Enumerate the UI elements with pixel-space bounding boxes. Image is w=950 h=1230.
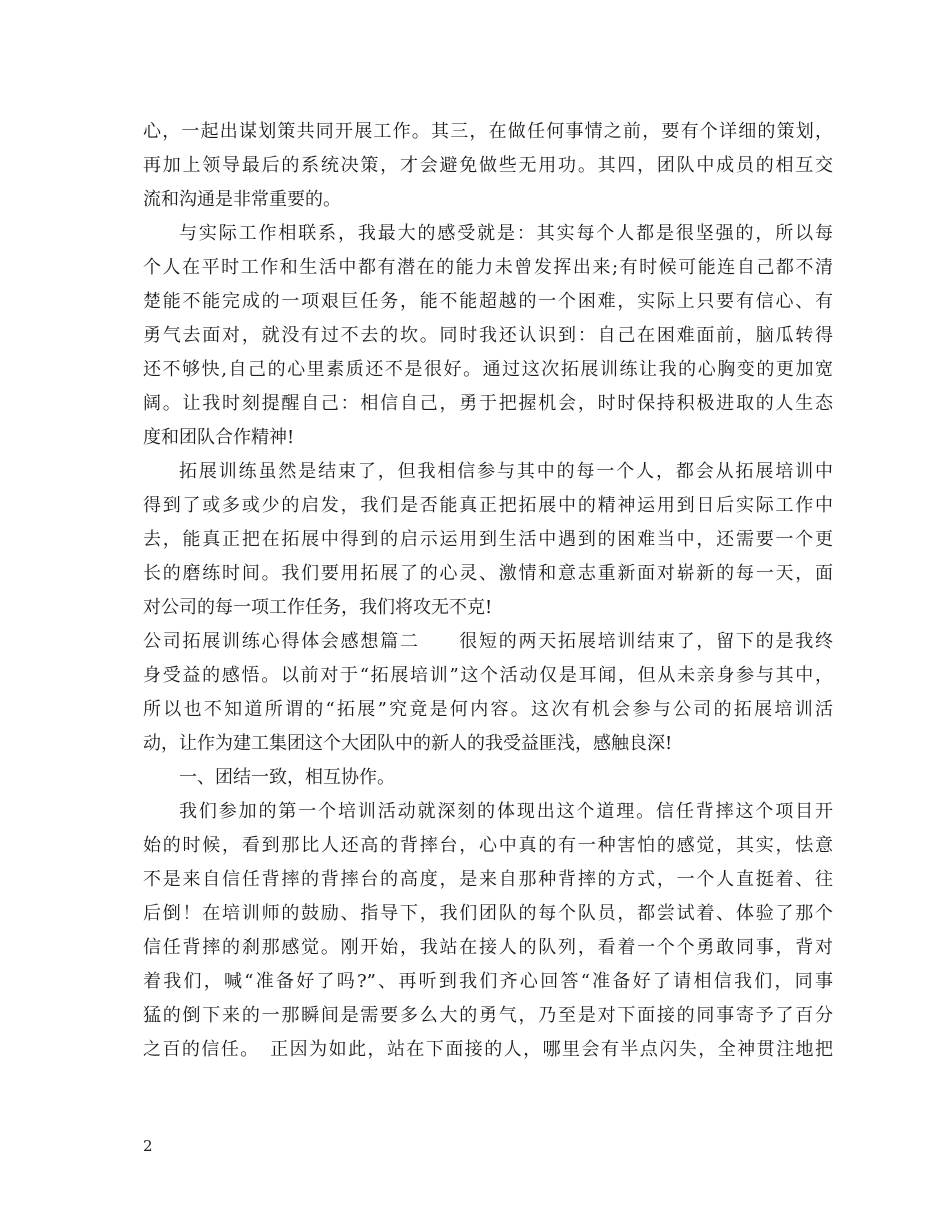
text-line: 拓展训练虽然是结束了，但我相信参与其中的每一个人，都会从拓展培训中 (179, 461, 833, 482)
page-number: 2 (143, 1137, 153, 1155)
text-line: 对公司的每一项工作任务，我们将攻无不克! (143, 597, 493, 618)
text-line: 身受益的感悟。以前对于“拓展培训”这个活动仅是耳闻，但从未亲身参与其中， (143, 665, 833, 686)
body-text (143, 115, 833, 1067)
text-line: 阔。让我时刻提醒自己：相信自己，勇于把握机会，时时保持积极进取的人生态 (143, 393, 833, 414)
text-line: 长的磨练时间。我们要用拓展了的心灵、激情和意志重新面对崭新的每一天，面 (143, 563, 833, 584)
text-line: 不是来自信任背摔的背摔台的高度，是来自那种背摔的方式，一个人直挺着、往 (143, 869, 833, 890)
text-line: 得到了或多或少的启发，我们是否能真正把拓展中的精神运用到日后实际工作中 (143, 495, 833, 516)
text-line: 之百的信任。 正因为如此，站在下面接的人，哪里会有半点闪失，全神贯注地把 (143, 1039, 833, 1060)
text-line: 后倒！在培训师的鼓励、指导下，我们团队的每个队员，都尝试着、体验了那个 (143, 903, 833, 924)
text-line: 一、团结一致，相互协作。 (179, 767, 395, 788)
text-line: 信任背摔的刹那感觉。刚开始，我站在接人的队列，看着一个个勇敢同事，背对 (143, 937, 833, 958)
text-line: 流和沟通是非常重要的。 (143, 189, 341, 210)
text-line: 猛的倒下来的一那瞬间是需要多么大的勇气，乃至是对下面接的同事寄予了百分 (143, 1005, 833, 1026)
text-line: 度和团队合作精神! (143, 427, 295, 448)
text-line: 勇气去面对，就没有过不去的坎。同时我还认识到：自己在困难面前，脑瓜转得 (143, 325, 833, 346)
text-line: 动，让作为建工集团这个大团队中的新人的我受益匪浅，感触良深! (143, 733, 673, 754)
text-line: 着我们，喊“准备好了吗?”、再听到我们齐心回答“准备好了请相信我们，同事 (143, 971, 833, 992)
text-line: 我们参加的第一个培训活动就深刻的体现出这个道理。信任背摔这个项目开 (179, 801, 833, 822)
text-line: 始的时候，看到那比人还高的背摔台，心中真的有一种害怕的感觉，其实，怯意 (143, 835, 833, 856)
text-line: 还不够快,自己的心里素质还不是很好。通过这次拓展训练让我的心胸变的更加宽 (143, 359, 833, 380)
text-line: 心，一起出谋划策共同开展工作。其三，在做任何事情之前，要有个详细的策划， (143, 121, 833, 142)
text-line: 去，能真正把在拓展中得到的启示运用到生活中遇到的困难当中，还需要一个更 (143, 529, 833, 550)
text-line: 再加上领导最后的系统决策，才会避免做些无用功。其四，团队中成员的相互交 (143, 155, 833, 176)
text-line: 楚能不能完成的一项艰巨任务，能不能超越的一个困难，实际上只要有信心、有 (143, 291, 833, 312)
text-line: 所以也不知道所谓的“拓展”究竟是何内容。这次有机会参与公司的拓展培训活 (143, 699, 833, 720)
text-line: 个人在平时工作和生活中都有潜在的能力未曾发挥出来;有时候可能连自己都不清 (143, 257, 833, 278)
text-line: 公司拓展训练心得体会感想篇二 很短的两天拓展培训结束了，留下的是我终 (143, 631, 833, 652)
text-line: 与实际工作相联系，我最大的感受就是：其实每个人都是很坚强的，所以每 (179, 223, 833, 244)
